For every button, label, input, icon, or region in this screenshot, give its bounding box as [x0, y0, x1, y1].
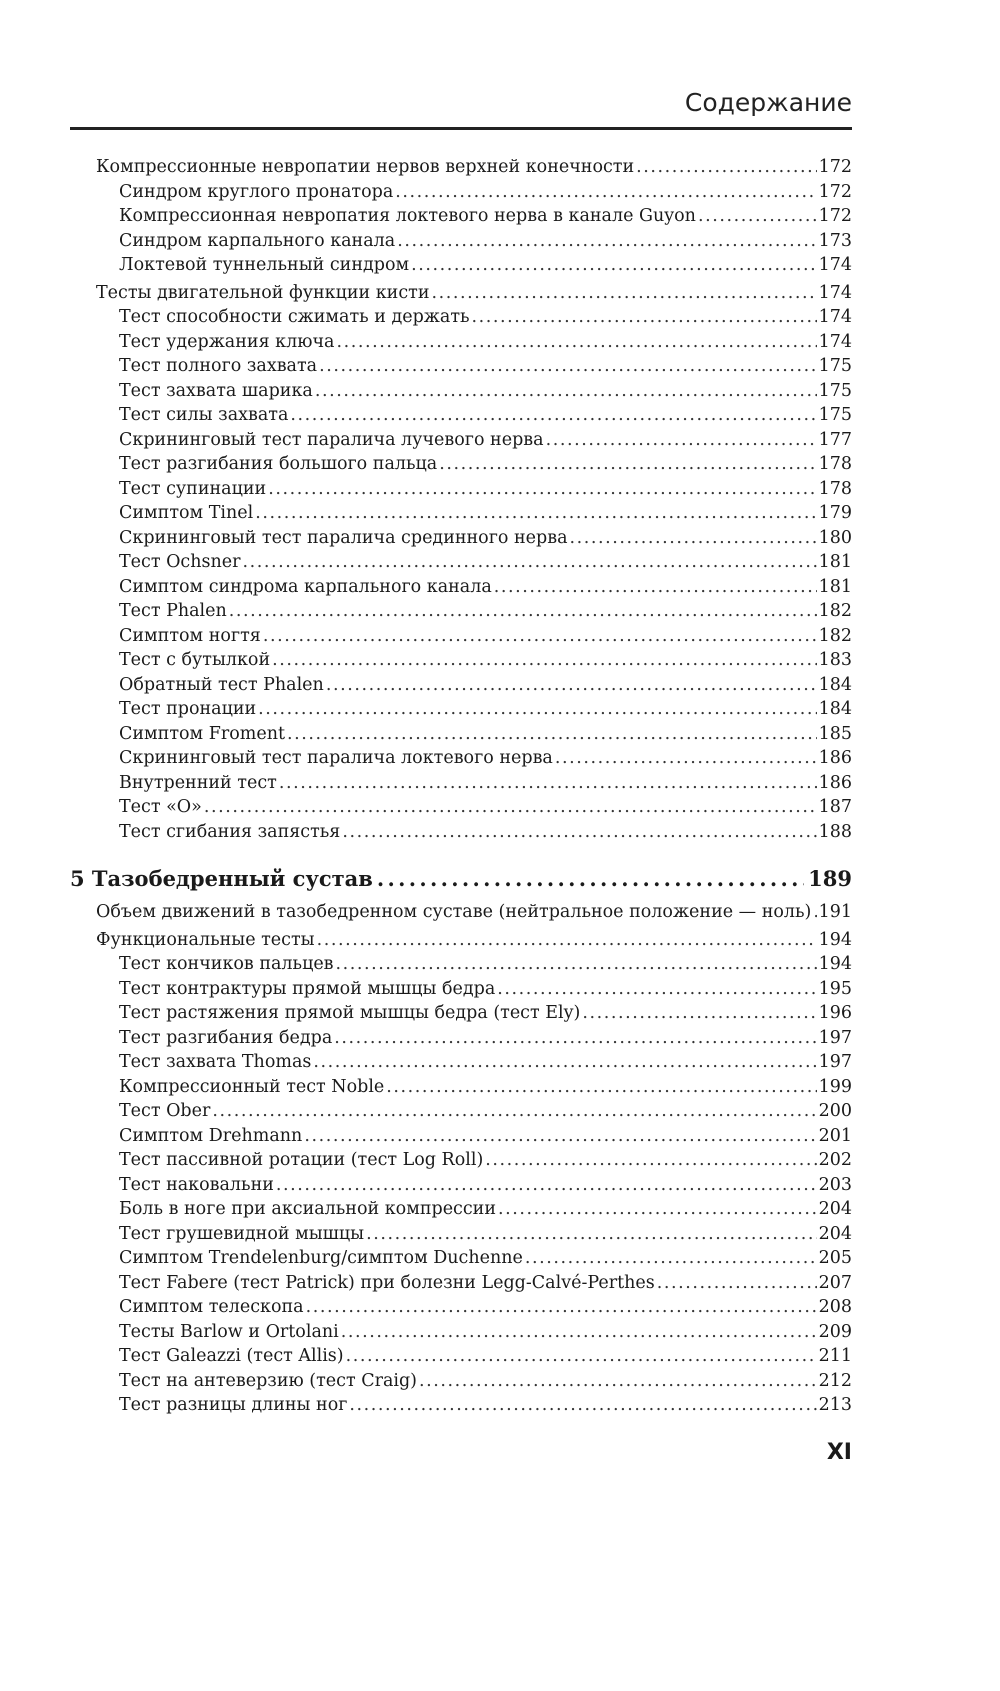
leader-dots	[498, 1197, 817, 1222]
leader-dots	[255, 501, 816, 526]
leader-dots	[276, 1173, 817, 1198]
toc-entry	[70, 1320, 852, 1345]
leader-dots	[336, 952, 817, 977]
leader-dots	[432, 281, 817, 306]
toc-entry-page: 179	[818, 503, 852, 523]
leader-dots	[229, 599, 817, 624]
leader-dots	[366, 1222, 817, 1247]
toc-entry-title: Функциональные тесты	[96, 930, 315, 950]
toc-entry-page: 203	[818, 1175, 852, 1195]
toc-entry-page: 196	[818, 1003, 852, 1023]
toc-entry-title: Тест захвата шарика	[119, 381, 313, 401]
toc-entry-title: Тест захвата Thomas	[119, 1052, 312, 1072]
toc-entry	[70, 305, 852, 330]
toc-entry	[70, 977, 852, 1002]
toc-entry-page: 181	[818, 577, 852, 597]
toc-entry-title: Тест пассивной ротации (тест Log Roll)	[119, 1150, 484, 1170]
header-rule	[70, 127, 852, 130]
toc-entry-title: Тест грушевидной мышцы	[119, 1224, 365, 1244]
leader-dots	[419, 1369, 817, 1394]
toc-entry	[70, 501, 852, 526]
toc-entry-page: 194	[818, 954, 852, 974]
toc-entry-title: Симптом Trendelenburg/симптом Duchenne	[119, 1248, 523, 1268]
toc-entry-page: 182	[818, 601, 852, 621]
toc-entry	[70, 1026, 852, 1051]
chapter-title: 5 Тазобедренный сустав	[70, 866, 373, 891]
toc-entry-page: 199	[818, 1077, 852, 1097]
toc-entry	[70, 952, 852, 977]
toc-entry	[70, 1369, 852, 1394]
toc-entry-title: Скрининговый тест паралича локтевого нерва	[119, 748, 553, 768]
leader-dots	[334, 1026, 816, 1051]
leader-dots	[212, 1099, 816, 1124]
toc-entry-page: 197	[818, 1052, 852, 1072]
leader-dots	[546, 428, 817, 453]
toc-entry-page: 205	[818, 1248, 852, 1268]
toc-entry-title: Скрининговый тест паралича лучевого нерва	[119, 430, 544, 450]
leader-dots	[397, 229, 816, 254]
toc-entry-page: 187	[818, 797, 852, 817]
toc-entry-title: Тест Ochsner	[119, 552, 241, 572]
toc-entry-page: 180	[818, 528, 852, 548]
toc-entry	[70, 253, 852, 278]
toc-entry-page: 174	[818, 307, 852, 327]
toc-entry-title: Тесты двигательной функции кисти	[96, 283, 430, 303]
leader-dots	[317, 928, 817, 953]
toc-entry-page: 194	[818, 930, 852, 950]
toc-entry-title: Тест Fabere (тест Patrick) при болезни Legg-Calvé-Perthes	[119, 1273, 655, 1293]
toc-entry	[70, 330, 852, 355]
toc-entry-page: 184	[818, 699, 852, 719]
toc-chapter	[70, 864, 852, 894]
toc-entry	[70, 229, 852, 254]
leader-dots	[555, 746, 817, 771]
leader-dots	[336, 330, 816, 355]
toc-entry-title: Тест удержания ключа	[119, 332, 335, 352]
leader-dots	[570, 526, 817, 551]
toc-entry-page: 178	[818, 454, 852, 474]
leader-dots	[263, 624, 817, 649]
leader-dots	[272, 648, 816, 673]
leader-dots	[326, 673, 817, 698]
toc-entry-page: 174	[818, 255, 852, 275]
leader-dots	[439, 452, 816, 477]
leader-dots	[636, 155, 816, 180]
leader-dots	[258, 697, 816, 722]
toc-entry-page: 195	[818, 979, 852, 999]
toc-entry-title: Симптом Froment	[119, 724, 286, 744]
toc-entry-section	[70, 281, 852, 306]
toc-entry	[70, 1393, 852, 1418]
toc-entry	[70, 648, 852, 673]
toc-entry-page: 184	[818, 675, 852, 695]
toc-entry-title: Синдром карпального канала	[119, 231, 396, 251]
toc-entry	[70, 575, 852, 600]
toc-entry-page: 201	[818, 1126, 852, 1146]
toc-entry-title: Тест на антеверзию (тест Craig)	[119, 1371, 418, 1391]
toc-entry-title: Скрининговый тест паралича срединного нерва	[119, 528, 568, 548]
leader-dots	[386, 1075, 816, 1100]
toc-entry-title: Симптом синдрома карпального канала	[119, 577, 492, 597]
toc-entry-title: Тест растяжения прямой мышцы бедра (тест Ely)	[119, 1003, 581, 1023]
leader-dots	[813, 900, 816, 925]
toc-entry-page: 209	[818, 1322, 852, 1342]
toc-entry	[70, 428, 852, 453]
toc-entry	[70, 1344, 852, 1369]
toc-entry	[70, 1075, 852, 1100]
leader-dots	[287, 722, 817, 747]
toc-entry-title: Тест контрактуры прямой мышцы бедра	[119, 979, 496, 999]
toc-entry-page: 202	[818, 1150, 852, 1170]
toc-entry	[70, 1148, 852, 1173]
toc-entry	[70, 477, 852, 502]
leader-dots	[290, 403, 816, 428]
toc-entry	[70, 1099, 852, 1124]
leader-dots	[349, 1393, 816, 1418]
toc-entry-title: Симптом Tinel	[119, 503, 254, 523]
toc-entry-page: 178	[818, 479, 852, 499]
toc-entry-title: Компрессионные невропатии нервов верхней конечности	[96, 157, 635, 177]
toc-entry-page: 208	[818, 1297, 852, 1317]
leader-dots	[341, 1320, 817, 1345]
toc-entry	[70, 403, 852, 428]
toc-entry-page: 204	[818, 1199, 852, 1219]
toc-entry-title: Тест полного захвата	[119, 356, 318, 376]
toc-entry-page: 175	[818, 356, 852, 376]
toc-entry	[70, 673, 852, 698]
toc-entry-title: Компрессионный тест Noble	[119, 1077, 385, 1097]
toc-entry-page: 200	[818, 1101, 852, 1121]
toc-entry-title: Тест разгибания большого пальца	[119, 454, 438, 474]
toc-entry	[70, 526, 852, 551]
leader-dots	[497, 977, 816, 1002]
toc-entry-page: 181	[818, 552, 852, 572]
toc-entry-page: 191	[818, 902, 852, 922]
toc-entry-page: 172	[818, 182, 852, 202]
toc-entry-page: 186	[818, 773, 852, 793]
toc-entry-title: Тест способности сжимать и держать	[119, 307, 470, 327]
toc-entry-title: Тест пронации	[119, 699, 257, 719]
toc-entry-title: Тест сгибания запястья	[119, 822, 341, 842]
toc-entry-section	[70, 900, 852, 925]
toc-entry-page: 207	[818, 1273, 852, 1293]
toc-entry	[70, 1001, 852, 1026]
toc-entry	[70, 820, 852, 845]
toc-entry-title: Симптом ногтя	[119, 626, 261, 646]
toc-entry-title: Тест разгибания бедра	[119, 1028, 333, 1048]
toc-entry-page: 173	[818, 231, 852, 251]
toc-entry	[70, 599, 852, 624]
toc-entry	[70, 1173, 852, 1198]
toc-entry-title: Тест Galeazzi (тест Allis)	[119, 1346, 344, 1366]
leader-dots	[268, 477, 816, 502]
toc-entry-title: Боль в ноге при аксиальной компрессии	[119, 1199, 496, 1219]
chapter-page: 189	[808, 866, 852, 891]
toc-entry-title: Тест кончиков пальцев	[119, 954, 334, 974]
toc-entry-title: Тест «О»	[119, 797, 202, 817]
toc-entry	[70, 722, 852, 747]
toc-entry-page: 177	[818, 430, 852, 450]
page-number: XI	[826, 1440, 852, 1465]
leader-dots	[242, 550, 816, 575]
leader-dots	[313, 1050, 816, 1075]
toc-entry	[70, 550, 852, 575]
toc-entry-title: Тест Phalen	[119, 601, 227, 621]
toc-entry	[70, 204, 852, 229]
toc-entry	[70, 1271, 852, 1296]
toc-entry-title: Тест с бутылкой	[119, 650, 271, 670]
toc-entry-page: 174	[818, 283, 852, 303]
toc-entry-section	[70, 155, 852, 180]
leader-dots	[657, 1271, 817, 1296]
toc-entry-page: 186	[818, 748, 852, 768]
toc-entry-page: 204	[818, 1224, 852, 1244]
toc-entry-title: Локтевой туннельный синдром	[119, 255, 410, 275]
toc-entry	[70, 1222, 852, 1247]
leader-dots	[494, 575, 817, 600]
toc-entry	[70, 379, 852, 404]
toc-entry-title: Тест Ober	[119, 1101, 211, 1121]
toc-entry-page: 172	[818, 157, 852, 177]
toc-entry-title: Тесты Barlow и Ortolani	[119, 1322, 339, 1342]
leader-dots	[306, 1295, 817, 1320]
toc-entry-title: Симптом Drehmann	[119, 1126, 303, 1146]
toc-entry-page: 188	[818, 822, 852, 842]
toc-entry-title: Тест супинации	[119, 479, 267, 499]
toc-entry	[70, 746, 852, 771]
toc-entry	[70, 771, 852, 796]
leader-dots	[279, 771, 817, 796]
toc-entry-page: 182	[818, 626, 852, 646]
leader-dots	[315, 379, 817, 404]
toc-entry-page: 197	[818, 1028, 852, 1048]
leader-dots	[395, 180, 816, 205]
leader-dots	[698, 204, 817, 229]
leader-dots	[582, 1001, 816, 1026]
leader-dots	[204, 795, 817, 820]
toc-entry-title: Внутренний тест	[119, 773, 277, 793]
toc-entry	[70, 1295, 852, 1320]
toc-entry	[70, 697, 852, 722]
toc-entry	[70, 1050, 852, 1075]
toc-entry	[70, 1246, 852, 1271]
toc-entry-title: Симптом телескопа	[119, 1297, 304, 1317]
toc-entry	[70, 624, 852, 649]
toc-entry-page: 174	[818, 332, 852, 352]
toc-entry-title: Тест силы захвата	[119, 405, 289, 425]
toc-entry	[70, 354, 852, 379]
toc-entry	[70, 1124, 852, 1149]
leader-dots	[346, 1344, 817, 1369]
leader-dots	[319, 354, 816, 379]
toc-entry-section	[70, 928, 852, 953]
leader-dots	[485, 1148, 816, 1173]
toc-entry	[70, 1197, 852, 1222]
toc-entry-title: Объем движений в тазобедренном суставе (нейтральное положение — ноль)	[96, 902, 812, 922]
toc-entry-title: Тест наковальни	[119, 1175, 274, 1195]
leader-dots	[342, 820, 816, 845]
toc-entry-page: 185	[818, 724, 852, 744]
toc-entry-title: Компрессионная невропатия локтевого нерва в канале Guyon	[119, 206, 696, 226]
toc-entry	[70, 180, 852, 205]
toc-entry-page: 183	[818, 650, 852, 670]
toc-entry-page: 211	[818, 1346, 852, 1366]
toc-entry	[70, 795, 852, 820]
toc-entry-page: 172	[818, 206, 852, 226]
toc-entry-title: Обратный тест Phalen	[119, 675, 324, 695]
leader-dots	[525, 1246, 817, 1271]
toc-entry-title: Тест разницы длины ног	[119, 1395, 348, 1415]
toc-entry	[70, 452, 852, 477]
toc-entry-page: 175	[818, 381, 852, 401]
toc-entry-title: Синдром круглого пронатора	[119, 182, 394, 202]
leader-dots	[304, 1124, 816, 1149]
toc-entry-page: 213	[818, 1395, 852, 1415]
leader-dots	[472, 305, 817, 330]
running-header-title: Содержание	[684, 88, 852, 117]
leader-dots	[377, 864, 804, 894]
leader-dots	[411, 253, 816, 278]
toc-entry-page: 212	[818, 1371, 852, 1391]
toc-entry-page: 175	[818, 405, 852, 425]
